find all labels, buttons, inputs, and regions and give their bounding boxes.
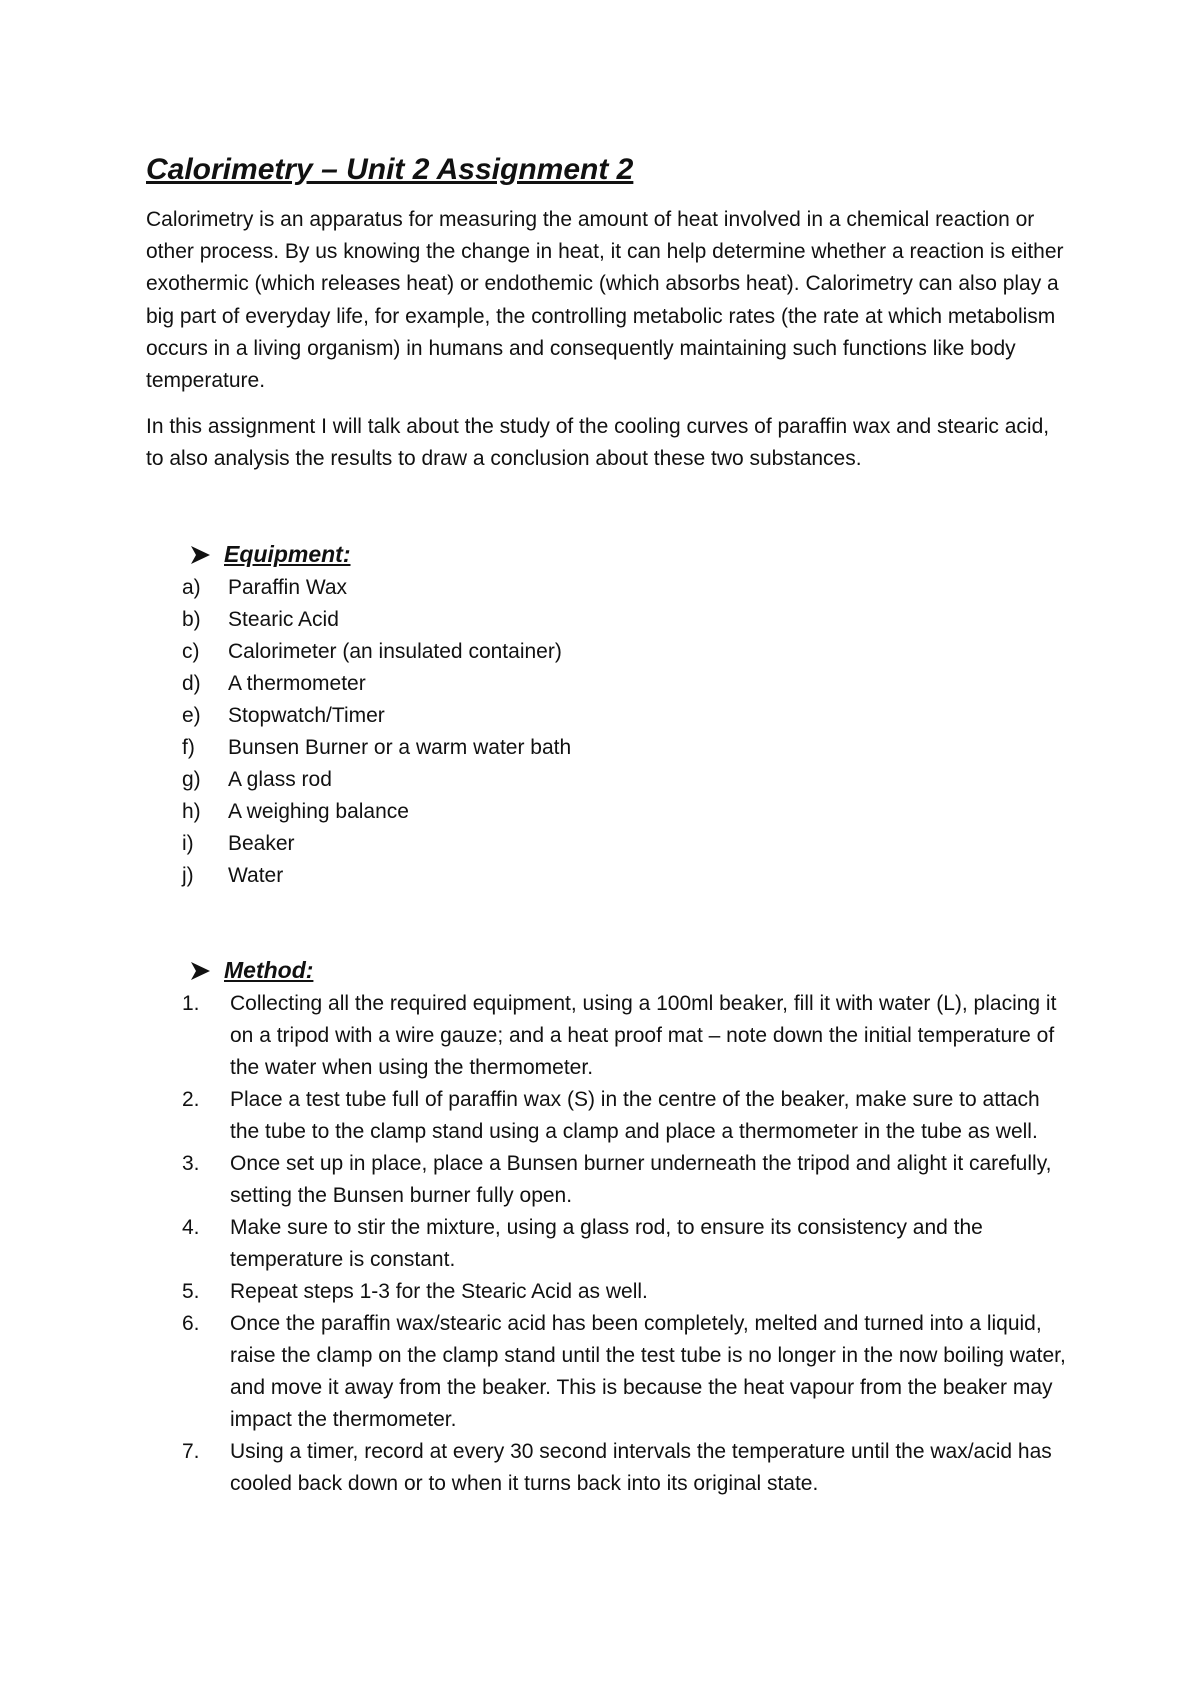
list-item-text: A thermometer: [228, 671, 366, 695]
step-text: Using a timer, record at every 30 second intervals the temperature until the wax/acid has cooled back down or to when it turns back into its original state.: [230, 1439, 1052, 1495]
method-step: [146, 1308, 1066, 1436]
list-item: [146, 828, 1066, 860]
list-marker: g): [182, 767, 201, 791]
step-number: 5.: [182, 1279, 200, 1303]
method-heading-row: [188, 954, 1066, 988]
list-item: [146, 796, 1066, 828]
step-text: Place a test tube full of paraffin wax (S) in the centre of the beaker, make sure to attach the tube to the clamp stand using a clamp and place a thermometer in the tube as well.: [230, 1087, 1040, 1143]
step-number: 6.: [182, 1311, 200, 1335]
list-marker: c): [182, 639, 200, 663]
list-item-text: Water: [228, 863, 284, 887]
method-step: [146, 988, 1066, 1084]
list-item-text: Beaker: [228, 831, 295, 855]
step-number: 1.: [182, 991, 200, 1015]
step-text: Make sure to stir the mixture, using a glass rod, to ensure its consistency and the temperature is constant.: [230, 1215, 983, 1271]
list-marker: f): [182, 735, 195, 759]
method-step: [146, 1084, 1066, 1148]
step-text: Once set up in place, place a Bunsen burner underneath the tripod and alight it carefully, setting the Bunsen burner fully open.: [230, 1151, 1052, 1207]
equipment-heading-row: [188, 538, 1066, 572]
step-number: 2.: [182, 1087, 200, 1111]
scope-paragraph: In this assignment I will talk about the study of the cooling curves of paraffin wax and stearic acid, to also analysis the results to draw a conclusion about these two substances.: [146, 415, 1050, 471]
list-item-text: Paraffin Wax: [228, 575, 348, 599]
method-heading: Method:: [224, 957, 314, 984]
method-step: [146, 1436, 1066, 1500]
list-item-text: A weighing balance: [228, 799, 409, 823]
list-item: [146, 604, 1066, 636]
list-item: [146, 700, 1066, 732]
equipment-list: [146, 572, 1066, 892]
list-marker: d): [182, 671, 201, 695]
method-step: [146, 1148, 1066, 1212]
list-item-text: Stearic Acid: [228, 607, 339, 631]
list-item: [146, 732, 1066, 764]
step-text: Collecting all the required equipment, using a 100ml beaker, fill it with water (L), placing it on a tripod with a wire gauze; and a heat proof mat – note down the initial temperature of the water when using the thermometer.: [230, 991, 1057, 1079]
list-marker: e): [182, 703, 201, 727]
document-body: [146, 150, 1066, 1500]
list-item: [146, 572, 1066, 604]
list-item: [146, 860, 1066, 892]
step-number: 4.: [182, 1215, 200, 1239]
list-item-text: Calorimeter (an insulated container): [228, 639, 562, 663]
list-marker: h): [182, 799, 201, 823]
step-text: Once the paraffin wax/stearic acid has been completely, melted and turned into a liquid, raise the clamp on the clamp stand until the test tube is no longer in the now boiling water, and move it away from the beaker. This is because the heat vapour from the beaker may impact the thermometer.: [230, 1311, 1066, 1431]
method-step: [146, 1276, 1066, 1308]
list-marker: a): [182, 575, 201, 599]
list-item-text: Stopwatch/Timer: [228, 703, 385, 727]
step-number: 3.: [182, 1151, 200, 1175]
method-step: [146, 1212, 1066, 1276]
method-steps-list: [146, 988, 1066, 1500]
document-title: Calorimetry – Unit 2 Assignment 2: [146, 153, 634, 186]
list-item: [146, 668, 1066, 700]
list-marker: j): [182, 863, 194, 887]
arrowhead-bullet-icon: [188, 543, 212, 567]
list-item: [146, 764, 1066, 796]
step-number: 7.: [182, 1439, 200, 1463]
list-marker: i): [182, 831, 194, 855]
list-item: [146, 636, 1066, 668]
equipment-heading: Equipment:: [224, 541, 351, 568]
list-item-text: A glass rod: [228, 767, 332, 791]
intro-paragraph: Calorimetry is an apparatus for measuring the amount of heat involved in a chemical reaction or other process. By us knowing the change in heat, it can help determine whether a reaction is either exothermic (which releases heat) or endothemic (which absorbs heat). Calorimetry can also play a big part of everyday life, for example, the controlling metabolic rates (the rate at which metabolism occurs in a living organism) in humans and consequently maintaining such functions like body temperature.: [146, 208, 1064, 393]
arrowhead-bullet-icon: [188, 959, 212, 983]
list-item-text: Bunsen Burner or a warm water bath: [228, 735, 572, 759]
step-text: Repeat steps 1-3 for the Stearic Acid as well.: [230, 1279, 648, 1303]
list-marker: b): [182, 607, 201, 631]
